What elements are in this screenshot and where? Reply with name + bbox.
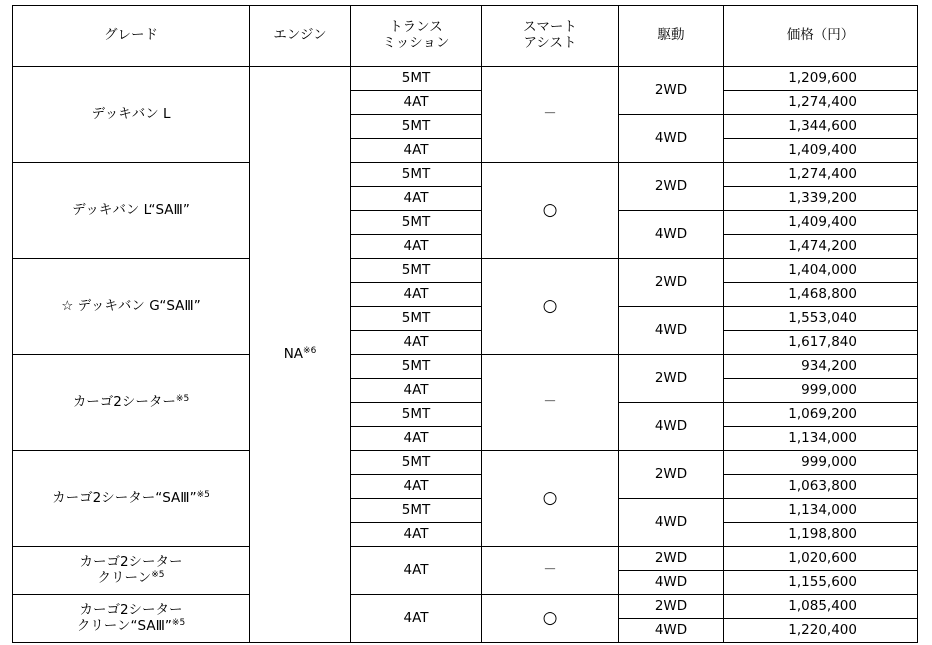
price-cell: 1,085,400 <box>724 595 918 619</box>
grade-name-wrap <box>13 395 249 411</box>
grade-name-line: デッキバン L“SAⅢ” <box>72 201 190 218</box>
grade-name-wrap <box>13 619 249 635</box>
drive-cell: 2WD <box>619 67 724 115</box>
grade-cell <box>13 163 250 259</box>
drive-cell: 2WD <box>619 451 724 499</box>
table-row <box>13 595 918 619</box>
transmission-cell: 4AT <box>351 187 482 211</box>
header-drive: 駆動 <box>619 6 724 67</box>
header-assist-line2: アシスト <box>523 35 577 51</box>
price-cell: 934,200 <box>724 355 918 379</box>
price-cell: 1,274,400 <box>724 91 918 115</box>
price-cell: 1,220,400 <box>724 619 918 643</box>
price-cell: 1,409,400 <box>724 139 918 163</box>
price-cell: 1,474,200 <box>724 235 918 259</box>
grade-cell <box>13 547 250 595</box>
transmission-cell: 5MT <box>351 211 482 235</box>
grade-name-line: デッキバン L <box>91 105 171 122</box>
drive-cell: 4WD <box>619 571 724 595</box>
smart-assist-cell: ○ <box>482 595 619 643</box>
drive-cell: 4WD <box>619 619 724 643</box>
price-cell: 1,155,600 <box>724 571 918 595</box>
grade-cell <box>13 595 250 643</box>
drive-cell: 2WD <box>619 595 724 619</box>
price-cell: 1,069,200 <box>724 403 918 427</box>
grade-name-wrap <box>13 571 249 587</box>
drive-cell: 4WD <box>619 307 724 355</box>
transmission-cell: 4AT <box>351 379 482 403</box>
price-cell: 1,063,800 <box>724 475 918 499</box>
engine-label: NA <box>283 345 304 362</box>
grade-footnote: ※5 <box>175 393 190 404</box>
price-cell: 1,617,840 <box>724 331 918 355</box>
transmission-cell: 4AT <box>351 547 482 595</box>
grade-name-line: クリーン“SAⅢ” <box>76 617 172 634</box>
transmission-cell: 5MT <box>351 403 482 427</box>
drive-cell: 4WD <box>619 115 724 163</box>
price-cell: 1,339,200 <box>724 187 918 211</box>
price-cell: 1,198,800 <box>724 523 918 547</box>
table-body <box>13 67 918 643</box>
price-cell: 999,000 <box>724 379 918 403</box>
grade-cell <box>13 355 250 451</box>
transmission-cell: 5MT <box>351 499 482 523</box>
drive-cell: 2WD <box>619 163 724 211</box>
drive-cell: 4WD <box>619 211 724 259</box>
grade-cell <box>13 451 250 547</box>
drive-cell: 2WD <box>619 355 724 403</box>
price-cell: 999,000 <box>724 451 918 475</box>
table-row <box>13 163 918 187</box>
header-transmission-line1: トランス <box>389 19 443 36</box>
price-cell: 1,344,600 <box>724 115 918 139</box>
transmission-cell: 5MT <box>351 451 482 475</box>
price-table <box>12 5 918 643</box>
engine-cell <box>250 67 351 643</box>
transmission-cell: 4AT <box>351 139 482 163</box>
smart-assist-cell: ○ <box>482 451 619 547</box>
price-cell: 1,020,600 <box>724 547 918 571</box>
smart-assist-cell: － <box>482 547 619 595</box>
price-cell: 1,553,040 <box>724 307 918 331</box>
transmission-cell: 4AT <box>351 331 482 355</box>
grade-name-line: クリーン <box>97 569 152 586</box>
grade-cell <box>13 67 250 163</box>
engine-footnote: ※6 <box>303 345 317 356</box>
grade-name-line: ☆ デッキバン G“SAⅢ” <box>61 297 201 314</box>
transmission-cell: 5MT <box>351 355 482 379</box>
price-cell: 1,209,600 <box>724 67 918 91</box>
transmission-cell: 5MT <box>351 307 482 331</box>
grade-cell <box>13 259 250 355</box>
price-cell: 1,134,000 <box>724 499 918 523</box>
table-row <box>13 259 918 283</box>
table-row <box>13 547 918 571</box>
table-row <box>13 355 918 379</box>
transmission-cell: 5MT <box>351 163 482 187</box>
transmission-cell: 4AT <box>351 91 482 115</box>
drive-cell: 4WD <box>619 499 724 547</box>
header-price: 価格（円） <box>724 6 918 67</box>
transmission-cell: 5MT <box>351 115 482 139</box>
grade-name-line: カーゴ2シーター <box>79 601 183 618</box>
grade-name-line: カーゴ2シーター“SAⅢ” <box>52 489 197 506</box>
price-cell: 1,404,000 <box>724 259 918 283</box>
grade-footnote: ※5 <box>151 569 165 580</box>
transmission-cell: 4AT <box>351 235 482 259</box>
grade-name-line: カーゴ2シーター <box>72 393 176 410</box>
transmission-cell: 5MT <box>351 259 482 283</box>
transmission-cell: 5MT <box>351 67 482 91</box>
header-assist-line1: スマート <box>523 19 577 36</box>
grade-footnote: ※5 <box>196 489 210 500</box>
drive-cell: 2WD <box>619 547 724 571</box>
grade-footnote: ※5 <box>171 617 186 628</box>
transmission-cell: 4AT <box>351 475 482 499</box>
transmission-cell: 4AT <box>351 283 482 307</box>
transmission-cell: 4AT <box>351 427 482 451</box>
transmission-cell: 4AT <box>351 595 482 643</box>
table-row <box>13 451 918 475</box>
header-transmission <box>351 6 482 67</box>
smart-assist-cell: － <box>482 355 619 451</box>
price-cell: 1,468,800 <box>724 283 918 307</box>
drive-cell: 2WD <box>619 259 724 307</box>
price-cell: 1,274,400 <box>724 163 918 187</box>
transmission-cell: 4AT <box>351 523 482 547</box>
drive-cell: 4WD <box>619 403 724 451</box>
header-transmission-line2: ミッション <box>382 35 450 51</box>
grade-name-line: カーゴ2シーター <box>79 553 183 570</box>
smart-assist-cell: ○ <box>482 259 619 355</box>
smart-assist-cell: － <box>482 67 619 163</box>
price-cell: 1,134,000 <box>724 427 918 451</box>
price-cell: 1,409,400 <box>724 211 918 235</box>
header-engine: エンジン <box>250 6 351 67</box>
smart-assist-cell: ○ <box>482 163 619 259</box>
header-row <box>13 6 918 67</box>
header-smart-assist <box>482 6 619 67</box>
header-grade: グレード <box>13 6 250 67</box>
table-row <box>13 67 918 91</box>
grade-name-wrap <box>13 491 249 507</box>
